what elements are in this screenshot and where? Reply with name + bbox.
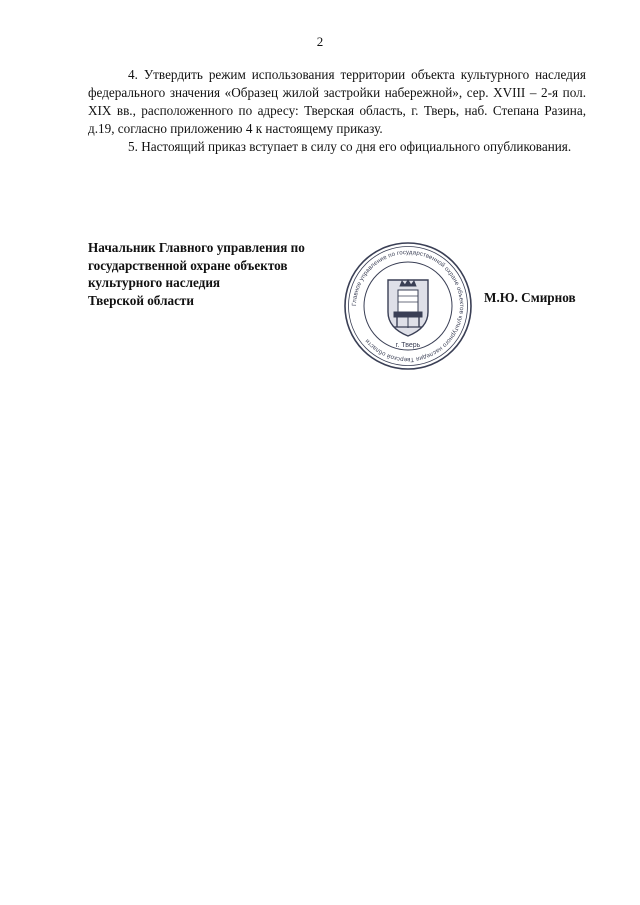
official-seal-stamp <box>342 240 474 372</box>
signatory-title-line: государственной охране объектов <box>88 257 288 273</box>
signatory-title <box>88 239 348 309</box>
document-body <box>88 66 586 156</box>
seal-city-text: г. Тверь <box>395 342 421 349</box>
paragraph-item-4: 4. Утвердить режим использования территории объекта культурного наследия федерального значения «Образец жилой застройки набережной», сер. XVIII – 2-я пол. XIX вв., расположенного по адресу: Тверская область, г. Тверь, наб. Степана Разина, д.19, согласно приложению 4 к настоящему приказу. <box>88 67 586 136</box>
page-number: 2 <box>316 34 324 49</box>
signatory-name: М.Ю. Смирнов <box>484 290 576 305</box>
signatory-title-line: Тверской области <box>88 292 194 308</box>
seal-ring-text: Главное управление по государственной охране объектов культурного наследия Тверской области <box>350 248 466 364</box>
signatory-title-line: Начальник Главного управления по <box>88 240 305 255</box>
signatory-title-line: культурного наследия <box>88 275 221 290</box>
coat-of-arms-icon <box>388 280 428 336</box>
paragraph-item-5: 5. Настоящий приказ вступает в силу со дня его официального опубликования. <box>128 139 572 154</box>
